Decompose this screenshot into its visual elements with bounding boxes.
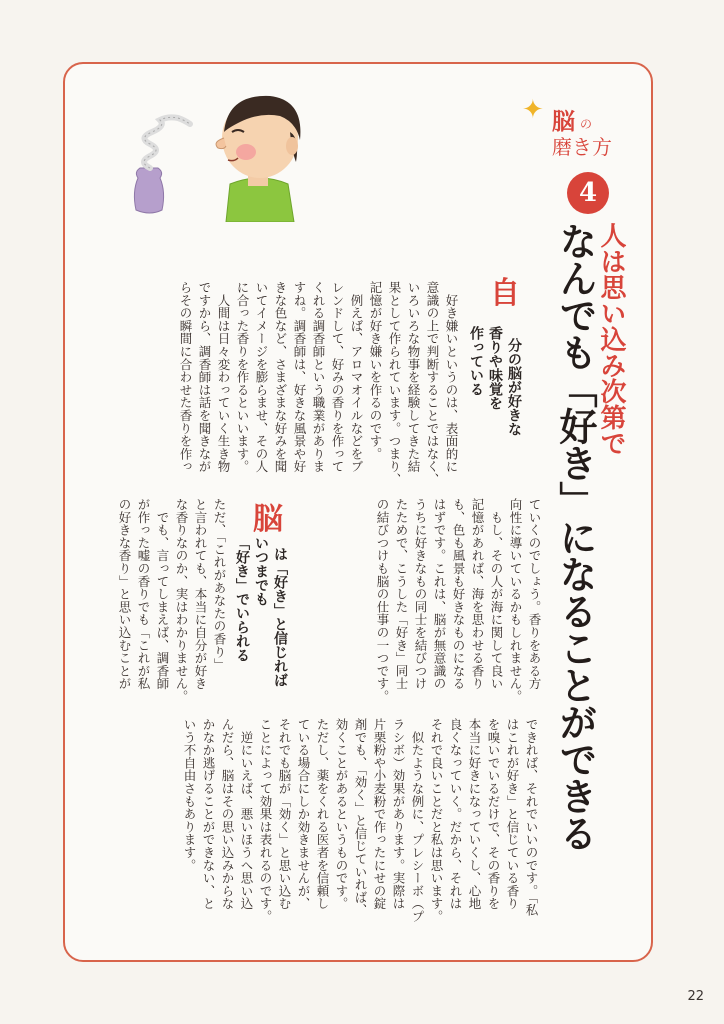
body-line: ラシボ）効果があります。実際は	[391, 718, 406, 910]
body-line: ていくのでしょう。香りをある方	[527, 498, 542, 690]
body-block-4	[180, 718, 541, 923]
body-line: たためで、こうした「好き」同士	[394, 498, 409, 690]
body-line: いう不自由さもあります。	[182, 718, 197, 872]
body-line: いてイメージを膨らませ、その人	[254, 281, 269, 473]
body-line: が作った嘘の香りでも「これが私	[136, 498, 151, 690]
man-smelling-scent-illustration	[120, 92, 320, 222]
sparkle-icon: ✦	[522, 95, 544, 125]
heading1-line-3: 作っている	[468, 326, 484, 396]
body-line: きな色など、さまざまな好みを聞	[273, 281, 288, 473]
body-line: 似たような例に、プレシーボ（プ	[410, 718, 425, 923]
series-polish-text: 磨き方	[552, 135, 612, 159]
body-line: でも、言ってしまえば、調香師	[155, 498, 170, 690]
heading1-line-2: 香りや味覚を	[487, 326, 503, 410]
body-line: 剤でも、「効く」と信じていれば、	[353, 718, 368, 917]
body-line: ている場合にしか効きませんが、	[296, 718, 311, 910]
body-line: レンドして、好みの香りを作って	[330, 281, 345, 473]
body-line: それで良いことだと私は思います。	[429, 718, 444, 923]
heading2-line-3: 「好き」でいられる	[234, 536, 250, 662]
heading2-line-2: いつまでも	[253, 536, 269, 606]
body-line: を嗅いでいるだけで、その香りを	[486, 718, 501, 910]
body-line: それでも脳が「効く」と思い込む	[277, 718, 292, 910]
body-line: と言われても、本当に自分が好き	[193, 498, 208, 690]
page-number: 22	[687, 989, 704, 1004]
body-line: 記憶が好き嫌いを作るのです。	[368, 281, 383, 461]
heading2-line-1: は「好き」と信じれば	[272, 547, 288, 687]
article-number: 4	[567, 172, 609, 214]
series-brain-char: 脳	[552, 108, 575, 135]
body-line: ただ、「これがあなたの香り」	[212, 498, 227, 671]
body-line: 効くことがあるというものです。	[334, 718, 349, 910]
body-line: 好き嫌いというのは、表面的に	[444, 281, 459, 473]
body-line: 逆にいえば、悪いほうへ思い込	[239, 718, 254, 910]
body-line: できれば、それでいいのです。「私	[524, 718, 539, 917]
body-line: 記憶があれば、海を思わせる香り	[470, 498, 485, 690]
title-line-2: なんでも「好き」になることができる	[553, 222, 597, 851]
body-line: 良くなっていく。だから、それは	[448, 718, 463, 910]
body-line: 本当に好きになっていくし、心地	[467, 718, 482, 910]
body-block-2	[373, 498, 544, 703]
body-line: 例えば、アロマオイルなどをブ	[349, 281, 364, 473]
body-line: 果として作られています。つまり、	[387, 281, 402, 486]
series-no-char: の	[580, 117, 593, 131]
body-line: な香りなのか、実はわかりません。	[174, 498, 189, 703]
heading1-line-1: 分の脳が好きな	[506, 338, 522, 436]
body-line: 人間は日々変わっていく生き物	[216, 281, 231, 473]
body-line: の結びつけも脳の仕事の一つです。	[375, 498, 390, 703]
series-label	[522, 95, 642, 165]
body-line: 片栗粉や小麦粉で作ったにせの錠	[372, 718, 387, 910]
body-line: ことによって効果は表れるのです。	[258, 718, 273, 923]
body-line: すね。調香師は、好きな風景や好	[292, 281, 307, 473]
body-line: んだら、脳はその思い込みからな	[220, 718, 235, 910]
body-line: 意識の上で判断することではなく、	[425, 281, 440, 486]
body-line: も、色も風景も好きなものになる	[451, 498, 466, 690]
body-block-3	[115, 498, 229, 703]
body-line: ただし、薬をくれる医者を信頼し	[315, 718, 330, 910]
body-line: かなか逃げることができない、と	[201, 718, 216, 910]
body-line: らその瞬間に合わせた香りを作っ	[178, 281, 193, 473]
title-line-1: 人は思い込み次第で	[596, 222, 626, 456]
body-line: に合った香りを作るといいます。	[235, 281, 250, 473]
heading2-big-char: 脳	[253, 502, 283, 537]
heading1-big-char: 自	[490, 276, 520, 311]
body-block-1	[176, 281, 461, 486]
body-line: 向性に導いているかもしれません。	[508, 498, 523, 703]
body-line: うちに好きなもの同士を結びつけ	[413, 498, 428, 690]
body-line: いろいろな物事を経験してきた結	[406, 281, 421, 473]
body-line: ですから、調香師は話を聞きなが	[197, 281, 212, 473]
body-line: もし、その人が海に関して良い	[489, 498, 504, 690]
body-line: の好きな香り」と思い込むことが	[117, 498, 132, 690]
body-line: はずです。これは、脳が無意識の	[432, 498, 447, 690]
body-line: くれる調香師という職業がありま	[311, 281, 326, 473]
body-line: はこれが好き」と信じている香り	[505, 718, 520, 910]
